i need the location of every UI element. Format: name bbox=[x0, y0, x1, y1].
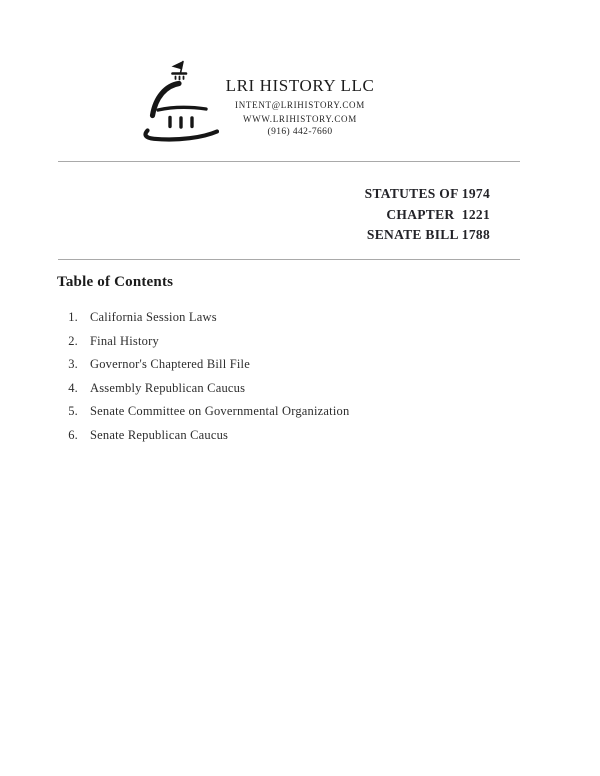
toc-item-number: 4. bbox=[68, 380, 78, 395]
toc-item-text: California Session Laws bbox=[90, 310, 217, 324]
divider-bottom bbox=[58, 259, 520, 260]
toc-item bbox=[56, 353, 349, 377]
toc-heading: Table of Contents bbox=[57, 274, 174, 290]
chapter-line: CHAPTER 1221 bbox=[386, 206, 490, 222]
toc-item-number: 3. bbox=[68, 357, 78, 372]
toc-item bbox=[56, 306, 349, 330]
company-name: LRI HISTORY LLC bbox=[225, 76, 375, 95]
toc-item bbox=[56, 377, 349, 401]
toc-item-text: Governor's Chaptered Bill File bbox=[90, 357, 250, 372]
toc-item-number: 6. bbox=[68, 427, 78, 442]
company-email: INTENT@LRIHISTORY.COM bbox=[235, 100, 365, 110]
toc-item bbox=[56, 330, 349, 354]
toc-item-number: 2. bbox=[68, 333, 78, 348]
divider-top bbox=[58, 161, 520, 162]
senate-bill-line: SENATE BILL 1788 bbox=[366, 227, 490, 242]
toc-item bbox=[56, 400, 349, 424]
toc-item-number: 1. bbox=[68, 310, 78, 324]
bill-reference-block bbox=[365, 184, 490, 246]
statutes-line: STATUTES OF 1974 bbox=[364, 186, 490, 201]
toc-list bbox=[56, 306, 349, 448]
toc-item-text: Senate Committee on Governmental Organization bbox=[90, 404, 350, 419]
toc-item bbox=[56, 424, 349, 448]
toc-item-text: Final History bbox=[90, 333, 159, 348]
toc-item-number: 5. bbox=[68, 404, 78, 419]
company-header bbox=[195, 76, 405, 140]
toc-item-text: Assembly Republican Caucus bbox=[90, 380, 246, 395]
company-phone: (916) 442-7660 bbox=[267, 127, 333, 137]
toc-item-text: Senate Republican Caucus bbox=[90, 427, 229, 442]
company-website: WWW.LRIHISTORY.COM bbox=[243, 113, 357, 124]
